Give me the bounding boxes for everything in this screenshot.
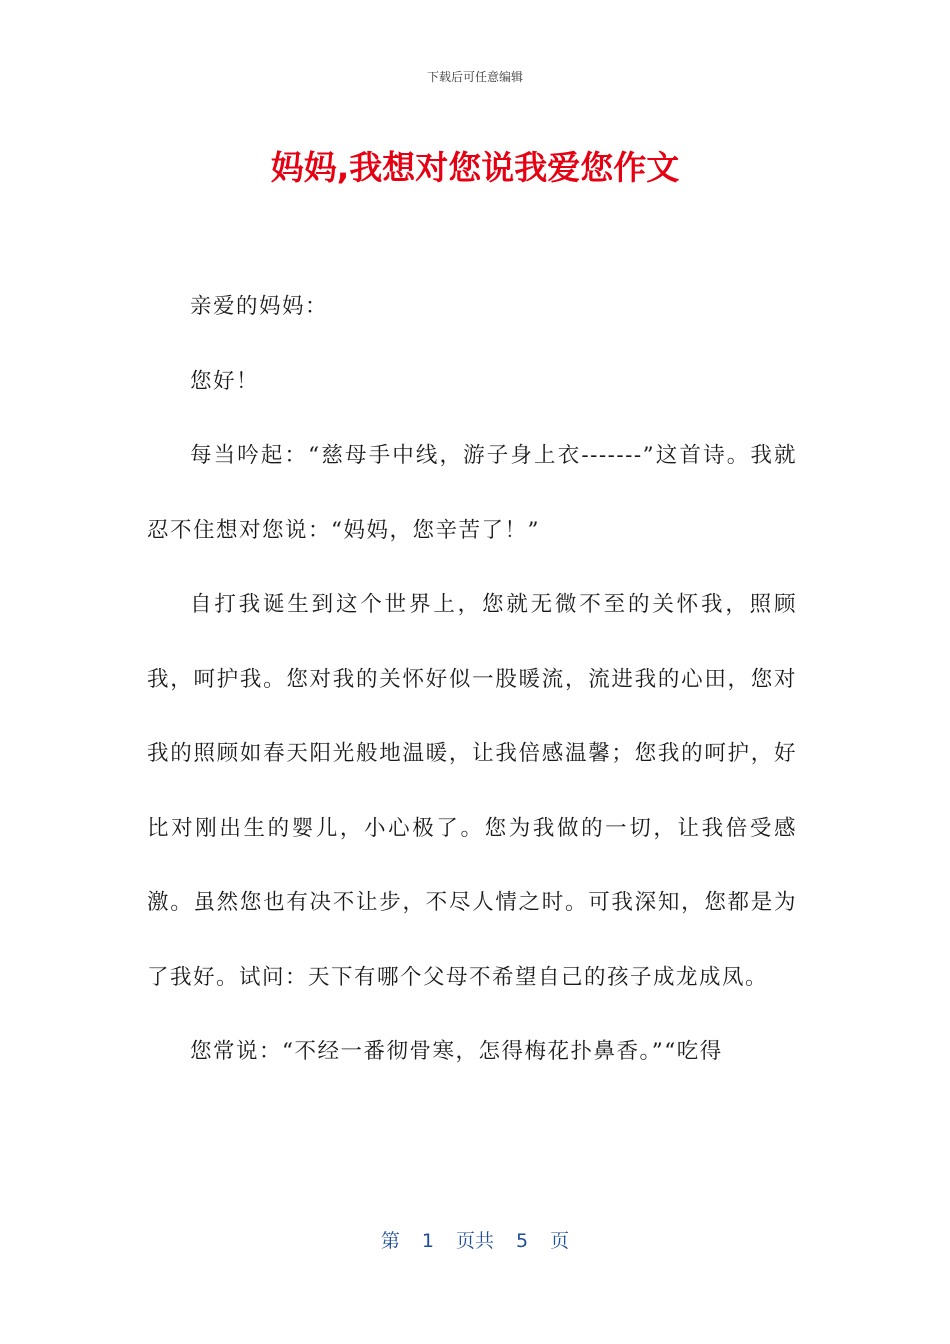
paragraph-greeting: 您好！ bbox=[190, 368, 260, 394]
paragraph: 自打我诞生到这个世界上，您就无微不至的关怀我，照顾我，呵护我。您对我的关怀好似一股暖流，流进我的心田，您对我的照顾如春天阳光般地温暖，让我倍感温馨；您我的呵护，好比对刚出生的婴儿，小心极了。您为我做的一切，让我倍受感激。虽然您也有决不让步，不尽人情之时。可我深知，您都是为了我好。试问：天下有哪个父母不希望自己的孩子成龙成凤。 bbox=[147, 592, 797, 990]
page-footer bbox=[0, 1226, 950, 1253]
document-body bbox=[147, 270, 797, 1090]
document-title: 妈妈,我想对您说我爱您作文 bbox=[270, 148, 680, 187]
header-note: 下载后可任意编辑 bbox=[426, 70, 523, 84]
footer-middle: 页共 bbox=[455, 1230, 494, 1252]
paragraph-salutation: 亲爱的妈妈： bbox=[190, 294, 329, 319]
current-page-number: 1 bbox=[421, 1230, 434, 1252]
paragraph: 您常说：“不经一番彻骨寒，怎得梅花扑鼻香。”“吃得 bbox=[190, 1039, 723, 1064]
paragraph: 每当吟起：“慈母手中线，游子身上衣-------”这首诗。我就忍不住想对您说：“妈妈，您辛苦了！” bbox=[147, 443, 797, 543]
footer-suffix: 页 bbox=[550, 1230, 570, 1252]
total-pages-number: 5 bbox=[516, 1230, 529, 1252]
footer-prefix: 第 bbox=[380, 1230, 400, 1252]
